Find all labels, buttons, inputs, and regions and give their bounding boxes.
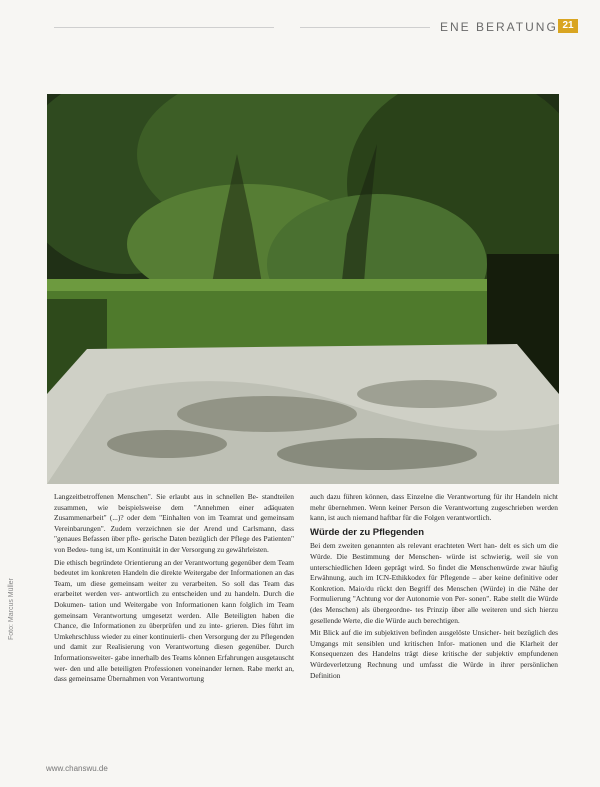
footer-url: www.chanswu.de (46, 764, 108, 773)
right-intro-paragraph: auch dazu führen können, dass Einzelne die Verantwortung für ihr Handeln nicht mehr übernehmen. Wenn keiner Person die Verantwortung zugeschrieben werden kann, ist auch niemand haftbar für die Folgen verantwortlich. (310, 492, 558, 523)
photo-credit: Foto: Marcus Müller (8, 578, 15, 640)
right-text-column (310, 492, 558, 683)
left-text-column (54, 492, 294, 687)
page-number-badge: 21 (558, 19, 578, 33)
right-paragraph: Mit Blick auf die im subjektiven befinden ausgelöste Unsicher- heit bezüglich des Umgangs mit sensiblen und kritischen Infor- mationen und die Klarheit der Konsequenzen des Handelns trägt diese kritische der subjektiv empfundenen Würdeverletzung Rechnung und umfasst die Würde in ihrer persönlichen Definition (310, 628, 558, 680)
header-rule-right (300, 27, 430, 28)
right-paragraph: Bei dem zweiten genannten als relevant erachteten Wert han- delt es sich um die Würde. Die Bestimmung der Menschen- würde ist schwierig, weil sie von unterschiedlichen Ideen geprägt wird. So findet die Menschenwürde zwar häufig Erwähnung, auch im ICN-Ethikkodex für Pflegende – aber keine definitive oder Konkretion. Maio/du rückt den Begriff des Menschen (Würde) in die Nähe der Formulierung "Achtung vor der Autonomie von Per- sonen". Rabe stellt die Würde (des Menschen) als übergeordne- tes Prinzip über alle weiteren und sich hierzu gesellende Werte, die die Würde auch berechtigen. (310, 541, 558, 625)
garden-photo (47, 94, 559, 484)
section-label: ENE BERATUNG (440, 20, 558, 34)
garden-photo-image (47, 94, 559, 484)
left-paragraph: Die ethisch begründete Orientierung an der Verantwortung gegenüber dem Team bedeutet im konkreten Handeln die direkte Weitergabe der Informationen an das Team, um diese gemeinsam weiter zu verarbeiten. So soll das Team das erarbeitet werden ver- antwortlich zu entscheiden und zu handeln. Durch die Dokumen- tation und Weitergabe von Informationen kann folglich im Team gemeinsam Verantwortung umgesetzt werden. Alle Beteiligten haben die Chance, die Informationen zu überprüfen und zu inte- grieren. Dies führt im Umkehrschluss wieder zu einer kontinuierli- chen Versorgung der zu Pflegenden und damit zur Realisierung von Verantwortung diesen gegenüber. Durch Informationsweiter- gabe innerhalb des Teams können Erfahrungen ausgetauscht wer- den und alle beteiligten Professionen voneinander lernen. Rabe merkt an, dass gemeinsame Übernahmen von Verantwortung (54, 557, 294, 684)
subheading: Würde der zu Pflegenden (310, 526, 425, 538)
header-rule-left (54, 27, 274, 28)
left-paragraph: Langzeitbetroffenen Menschen". Sie erlaubt aus in schnellen Be- standteilen zusammen, wie beispielsweise dem "Annehmen einer adäquaten Zusammenarbeit" (...)? oder dem "Einhalten von im Teamrat und gemeinsam Vereinbarungen". Zudem verzeichnen sie der Arend und Carlsmann, dass "genaues Befassen über pfle- gerische Daten bezüglich der Pflege des Patienten" von Bedeu- tung ist, um Kontinuität in der Versorgung zu gewährleisten. (54, 492, 294, 554)
